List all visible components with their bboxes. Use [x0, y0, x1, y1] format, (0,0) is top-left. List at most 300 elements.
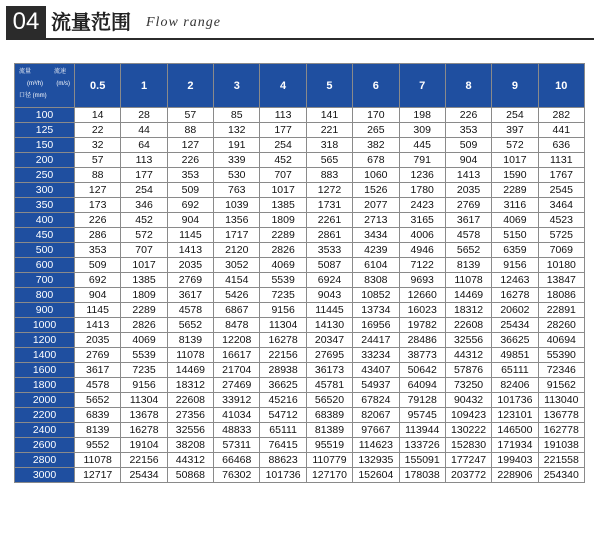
flow-value-cell: 791: [399, 153, 445, 168]
flow-value-cell: 88: [75, 168, 121, 183]
diameter-cell: 2400: [15, 423, 75, 438]
flow-value-cell: 3464: [538, 198, 584, 213]
flow-value-cell: 441: [538, 123, 584, 138]
velocity-header-cell: 8: [445, 64, 491, 108]
diameter-cell: 2000: [15, 393, 75, 408]
table-row: [15, 258, 585, 273]
flow-value-cell: 50868: [167, 468, 213, 483]
flow-value-cell: 572: [492, 138, 538, 153]
flow-value-cell: 353: [75, 243, 121, 258]
flow-value-cell: 904: [167, 213, 213, 228]
flow-value-cell: 141: [306, 108, 352, 123]
flow-value-cell: 4069: [121, 333, 167, 348]
flow-value-cell: 3617: [167, 288, 213, 303]
flow-value-cell: 198: [399, 108, 445, 123]
flow-value-cell: 1272: [306, 183, 352, 198]
flow-value-cell: 65111: [260, 423, 306, 438]
flow-value-cell: 678: [353, 153, 399, 168]
flow-value-cell: 7069: [538, 243, 584, 258]
table-header-row: [15, 64, 585, 108]
table-row: [15, 453, 585, 468]
table-row: [15, 288, 585, 303]
flow-value-cell: 27695: [306, 348, 352, 363]
flow-value-cell: 5652: [75, 393, 121, 408]
flow-value-cell: 101736: [260, 468, 306, 483]
flow-value-cell: 763: [214, 183, 260, 198]
flow-value-cell: 11304: [121, 393, 167, 408]
flow-value-cell: 2769: [445, 198, 491, 213]
flow-value-cell: 1780: [399, 183, 445, 198]
flow-value-cell: 382: [353, 138, 399, 153]
flow-value-cell: 346: [121, 198, 167, 213]
flow-value-cell: 44312: [445, 348, 491, 363]
table-row: [15, 333, 585, 348]
velocity-header-cell: 5: [306, 64, 352, 108]
flow-value-cell: 133726: [399, 438, 445, 453]
flow-value-cell: 228906: [492, 468, 538, 483]
flow-value-cell: 123101: [492, 408, 538, 423]
flow-value-cell: 2289: [492, 183, 538, 198]
flow-value-cell: 14469: [445, 288, 491, 303]
table-row: [15, 438, 585, 453]
flow-value-cell: 45216: [260, 393, 306, 408]
flow-value-cell: 25434: [121, 468, 167, 483]
flow-value-cell: 38773: [399, 348, 445, 363]
flow-value-cell: 318: [306, 138, 352, 153]
flow-value-cell: 13734: [353, 303, 399, 318]
flow-value-cell: 25434: [492, 318, 538, 333]
table-row: [15, 243, 585, 258]
flow-value-cell: 1767: [538, 168, 584, 183]
flow-value-cell: 1236: [399, 168, 445, 183]
section-header: [6, 6, 594, 38]
flow-value-cell: 4006: [399, 228, 445, 243]
corner-velocity-unit: (m/s): [56, 81, 70, 87]
velocity-header-cell: 2: [167, 64, 213, 108]
flow-value-cell: 12717: [75, 468, 121, 483]
flow-value-cell: 22: [75, 123, 121, 138]
velocity-header-cell: 10: [538, 64, 584, 108]
flow-value-cell: 76415: [260, 438, 306, 453]
table-row: [15, 348, 585, 363]
flow-value-cell: 530: [214, 168, 260, 183]
flow-value-cell: 28260: [538, 318, 584, 333]
flow-value-cell: 18312: [445, 303, 491, 318]
diameter-cell: 350: [15, 198, 75, 213]
flow-value-cell: 18312: [167, 378, 213, 393]
flow-value-cell: 173: [75, 198, 121, 213]
diameter-cell: 500: [15, 243, 75, 258]
table-row: [15, 378, 585, 393]
flow-value-cell: 226: [445, 108, 491, 123]
velocity-header-cell: 9: [492, 64, 538, 108]
flow-value-cell: 146500: [492, 423, 538, 438]
flow-value-cell: 5087: [306, 258, 352, 273]
flow-value-cell: 191038: [538, 438, 584, 453]
flow-value-cell: 110779: [306, 453, 352, 468]
flow-value-cell: 95745: [399, 408, 445, 423]
diameter-cell: 1000: [15, 318, 75, 333]
flow-value-cell: 1356: [214, 213, 260, 228]
flow-value-cell: 56520: [306, 393, 352, 408]
diameter-cell: 800: [15, 288, 75, 303]
flow-value-cell: 65111: [492, 363, 538, 378]
flow-value-cell: 12660: [399, 288, 445, 303]
table-row: [15, 228, 585, 243]
flow-value-cell: 57: [75, 153, 121, 168]
flow-value-cell: 177: [260, 123, 306, 138]
flow-value-cell: 4069: [260, 258, 306, 273]
diameter-cell: 2200: [15, 408, 75, 423]
flow-value-cell: 4578: [75, 378, 121, 393]
flow-value-cell: 1717: [214, 228, 260, 243]
flow-value-cell: 20347: [306, 333, 352, 348]
flow-value-cell: 113: [260, 108, 306, 123]
table-row: [15, 273, 585, 288]
flow-value-cell: 79128: [399, 393, 445, 408]
flow-value-cell: 5725: [538, 228, 584, 243]
table-row: [15, 363, 585, 378]
flow-value-cell: 91562: [538, 378, 584, 393]
flow-value-cell: 50642: [399, 363, 445, 378]
diameter-cell: 600: [15, 258, 75, 273]
flow-value-cell: 170: [353, 108, 399, 123]
flow-value-cell: 2035: [167, 258, 213, 273]
corner-flow-label: 流量: [19, 69, 32, 75]
flow-value-cell: 10180: [538, 258, 584, 273]
diameter-cell: 2600: [15, 438, 75, 453]
flow-value-cell: 11078: [445, 273, 491, 288]
flow-value-cell: 8139: [445, 258, 491, 273]
table-row: [15, 198, 585, 213]
flow-value-cell: 22156: [260, 348, 306, 363]
flow-value-cell: 4578: [445, 228, 491, 243]
table-row: [15, 318, 585, 333]
flow-value-cell: 90432: [445, 393, 491, 408]
flow-value-cell: 36625: [260, 378, 306, 393]
flow-value-cell: 43407: [353, 363, 399, 378]
corner-flow-unit: (m³/h): [27, 81, 43, 87]
flow-value-cell: 203772: [445, 468, 491, 483]
velocity-header-cell: 0.5: [75, 64, 121, 108]
flow-value-cell: 7122: [399, 258, 445, 273]
flow-value-cell: 127170: [306, 468, 352, 483]
flow-value-cell: 132: [214, 123, 260, 138]
velocity-header-cell: 7: [399, 64, 445, 108]
flow-value-cell: 10852: [353, 288, 399, 303]
flow-value-cell: 3617: [445, 213, 491, 228]
flow-value-cell: 54937: [353, 378, 399, 393]
diameter-cell: 100: [15, 108, 75, 123]
flow-value-cell: 9552: [75, 438, 121, 453]
flow-value-cell: 2769: [75, 348, 121, 363]
diameter-cell: 1200: [15, 333, 75, 348]
velocity-header-cell: 3: [214, 64, 260, 108]
corner-header-cell: [15, 64, 75, 108]
flow-value-cell: 1017: [260, 183, 306, 198]
flow-value-cell: 2826: [260, 243, 306, 258]
flow-value-cell: 127: [167, 138, 213, 153]
velocity-header-cell: 6: [353, 64, 399, 108]
flow-value-cell: 73250: [445, 378, 491, 393]
flow-value-cell: 9693: [399, 273, 445, 288]
table-body: [15, 108, 585, 483]
flow-value-cell: 13678: [121, 408, 167, 423]
flow-value-cell: 178038: [399, 468, 445, 483]
flow-value-cell: 16617: [214, 348, 260, 363]
flow-value-cell: 22891: [538, 303, 584, 318]
flow-value-cell: 152604: [353, 468, 399, 483]
flow-value-cell: 136778: [538, 408, 584, 423]
flow-value-cell: 57876: [445, 363, 491, 378]
flow-value-cell: 2861: [306, 228, 352, 243]
flow-value-cell: 2289: [260, 228, 306, 243]
flow-value-cell: 4154: [214, 273, 260, 288]
flow-value-cell: 36173: [306, 363, 352, 378]
flow-value-cell: 2289: [121, 303, 167, 318]
section-subtitle: Flow range: [146, 15, 221, 30]
flow-value-cell: 2545: [538, 183, 584, 198]
flow-value-cell: 353: [445, 123, 491, 138]
flow-value-cell: 152830: [445, 438, 491, 453]
flow-value-cell: 113944: [399, 423, 445, 438]
flow-value-cell: 33234: [353, 348, 399, 363]
flow-range-table: [14, 63, 585, 483]
flow-value-cell: 6839: [75, 408, 121, 423]
flow-value-cell: 221: [306, 123, 352, 138]
flow-value-cell: 12208: [214, 333, 260, 348]
flow-value-cell: 1145: [75, 303, 121, 318]
flow-value-cell: 282: [538, 108, 584, 123]
flow-value-cell: 88: [167, 123, 213, 138]
flow-value-cell: 1413: [167, 243, 213, 258]
flow-value-cell: 707: [121, 243, 167, 258]
flow-value-cell: 132935: [353, 453, 399, 468]
flow-value-cell: 3116: [492, 198, 538, 213]
flow-value-cell: 904: [445, 153, 491, 168]
flow-value-cell: 45781: [306, 378, 352, 393]
flow-value-cell: 3165: [399, 213, 445, 228]
flow-value-cell: 171934: [492, 438, 538, 453]
flow-value-cell: 12463: [492, 273, 538, 288]
flow-value-cell: 67824: [353, 393, 399, 408]
flow-value-cell: 28486: [399, 333, 445, 348]
diameter-cell: 1600: [15, 363, 75, 378]
velocity-header-cell: 1: [121, 64, 167, 108]
diameter-cell: 300: [15, 183, 75, 198]
flow-value-cell: 66468: [214, 453, 260, 468]
flow-value-cell: 27356: [167, 408, 213, 423]
flow-value-cell: 509: [167, 183, 213, 198]
flow-value-cell: 155091: [399, 453, 445, 468]
flow-value-cell: 904: [75, 288, 121, 303]
flow-value-cell: 2035: [75, 333, 121, 348]
flow-value-cell: 6104: [353, 258, 399, 273]
flow-value-cell: 44312: [167, 453, 213, 468]
flow-value-cell: 41034: [214, 408, 260, 423]
section-title: 流量范围: [51, 10, 131, 34]
flow-value-cell: 22156: [121, 453, 167, 468]
flow-value-cell: 127: [75, 183, 121, 198]
flow-value-cell: 82067: [353, 408, 399, 423]
flow-value-cell: 2423: [399, 198, 445, 213]
flow-value-cell: 9043: [306, 288, 352, 303]
flow-value-cell: 28938: [260, 363, 306, 378]
flow-value-cell: 177247: [445, 453, 491, 468]
diameter-cell: 900: [15, 303, 75, 318]
table-row: [15, 168, 585, 183]
flow-value-cell: 1017: [492, 153, 538, 168]
flow-value-cell: 88623: [260, 453, 306, 468]
flow-value-cell: 1060: [353, 168, 399, 183]
table-row: [15, 423, 585, 438]
diameter-cell: 250: [15, 168, 75, 183]
flow-value-cell: 21704: [214, 363, 260, 378]
corner-diameter-label: 口径 (mm): [19, 93, 47, 99]
flow-value-cell: 1413: [75, 318, 121, 333]
flow-value-cell: 54712: [260, 408, 306, 423]
flow-value-cell: 8478: [214, 318, 260, 333]
table-row: [15, 138, 585, 153]
flow-value-cell: 339: [214, 153, 260, 168]
flow-value-cell: 64: [121, 138, 167, 153]
flow-value-cell: 22608: [167, 393, 213, 408]
flow-value-cell: 13847: [538, 273, 584, 288]
flow-value-cell: 1809: [121, 288, 167, 303]
flow-value-cell: 14: [75, 108, 121, 123]
flow-value-cell: 24417: [353, 333, 399, 348]
flow-value-cell: 226: [75, 213, 121, 228]
flow-value-cell: 19104: [121, 438, 167, 453]
table-row: [15, 468, 585, 483]
flow-value-cell: 692: [75, 273, 121, 288]
flow-value-cell: 27469: [214, 378, 260, 393]
flow-value-cell: 509: [445, 138, 491, 153]
flow-value-cell: 22608: [445, 318, 491, 333]
flow-value-cell: 16956: [353, 318, 399, 333]
diameter-cell: 450: [15, 228, 75, 243]
flow-value-cell: 4239: [353, 243, 399, 258]
flow-value-cell: 6867: [214, 303, 260, 318]
flow-value-cell: 33912: [214, 393, 260, 408]
diameter-cell: 2800: [15, 453, 75, 468]
flow-value-cell: 8308: [353, 273, 399, 288]
flow-value-cell: 16278: [121, 423, 167, 438]
flow-value-cell: 76302: [214, 468, 260, 483]
flow-value-cell: 11445: [306, 303, 352, 318]
flow-value-cell: 3052: [214, 258, 260, 273]
flow-value-cell: 28: [121, 108, 167, 123]
diameter-cell: 200: [15, 153, 75, 168]
flow-value-cell: 226: [167, 153, 213, 168]
flow-value-cell: 2261: [306, 213, 352, 228]
flow-value-cell: 1526: [353, 183, 399, 198]
flow-value-cell: 101736: [492, 393, 538, 408]
flow-value-cell: 3617: [75, 363, 121, 378]
flow-value-cell: 2035: [445, 183, 491, 198]
flow-value-cell: 8139: [167, 333, 213, 348]
flow-value-cell: 16278: [260, 333, 306, 348]
diameter-cell: 700: [15, 273, 75, 288]
flow-value-cell: 113040: [538, 393, 584, 408]
flow-value-cell: 2769: [167, 273, 213, 288]
flow-value-cell: 452: [121, 213, 167, 228]
flow-value-cell: 7235: [121, 363, 167, 378]
corner-velocity-label: 流速: [53, 69, 66, 75]
flow-value-cell: 40694: [538, 333, 584, 348]
table-row: [15, 393, 585, 408]
flow-value-cell: 9156: [492, 258, 538, 273]
flow-value-cell: 16278: [492, 288, 538, 303]
header-rule: [6, 38, 594, 40]
flow-value-cell: 254340: [538, 468, 584, 483]
flow-value-cell: 636: [538, 138, 584, 153]
flow-value-cell: 353: [167, 168, 213, 183]
diameter-cell: 1800: [15, 378, 75, 393]
flow-value-cell: 1017: [121, 258, 167, 273]
flow-value-cell: 55390: [538, 348, 584, 363]
flow-value-cell: 5652: [445, 243, 491, 258]
flow-value-cell: 11304: [260, 318, 306, 333]
flow-value-cell: 82406: [492, 378, 538, 393]
flow-value-cell: 5539: [121, 348, 167, 363]
flow-value-cell: 57311: [214, 438, 260, 453]
flow-value-cell: 49851: [492, 348, 538, 363]
flow-value-cell: 81389: [306, 423, 352, 438]
flow-value-cell: 9156: [121, 378, 167, 393]
diameter-cell: 400: [15, 213, 75, 228]
flow-value-cell: 32556: [167, 423, 213, 438]
flow-value-cell: 286: [75, 228, 121, 243]
flow-value-cell: 2120: [214, 243, 260, 258]
flow-value-cell: 36625: [492, 333, 538, 348]
flow-value-cell: 1145: [167, 228, 213, 243]
flow-value-cell: 14469: [167, 363, 213, 378]
flow-value-cell: 309: [399, 123, 445, 138]
flow-value-cell: 572: [121, 228, 167, 243]
flow-value-cell: 254: [260, 138, 306, 153]
flow-value-cell: 162778: [538, 423, 584, 438]
flow-value-cell: 1413: [445, 168, 491, 183]
flow-value-cell: 1731: [306, 198, 352, 213]
flow-value-cell: 509: [75, 258, 121, 273]
velocity-header-cell: 4: [260, 64, 306, 108]
flow-value-cell: 6924: [306, 273, 352, 288]
flow-value-cell: 7235: [260, 288, 306, 303]
flow-value-cell: 177: [121, 168, 167, 183]
section-number: 04: [6, 6, 46, 38]
flow-value-cell: 5652: [167, 318, 213, 333]
flow-value-cell: 4578: [167, 303, 213, 318]
flow-value-cell: 254: [492, 108, 538, 123]
flow-value-cell: 8139: [75, 423, 121, 438]
flow-value-cell: 445: [399, 138, 445, 153]
table-row: [15, 123, 585, 138]
flow-value-cell: 5150: [492, 228, 538, 243]
flow-value-cell: 32556: [445, 333, 491, 348]
flow-value-cell: 397: [492, 123, 538, 138]
flow-value-cell: 72346: [538, 363, 584, 378]
diameter-cell: 1400: [15, 348, 75, 363]
diameter-cell: 150: [15, 138, 75, 153]
flow-value-cell: 1131: [538, 153, 584, 168]
diameter-cell: 3000: [15, 468, 75, 483]
flow-value-cell: 5539: [260, 273, 306, 288]
table-row: [15, 303, 585, 318]
table-row: [15, 108, 585, 123]
flow-value-cell: 2713: [353, 213, 399, 228]
flow-value-cell: 692: [167, 198, 213, 213]
